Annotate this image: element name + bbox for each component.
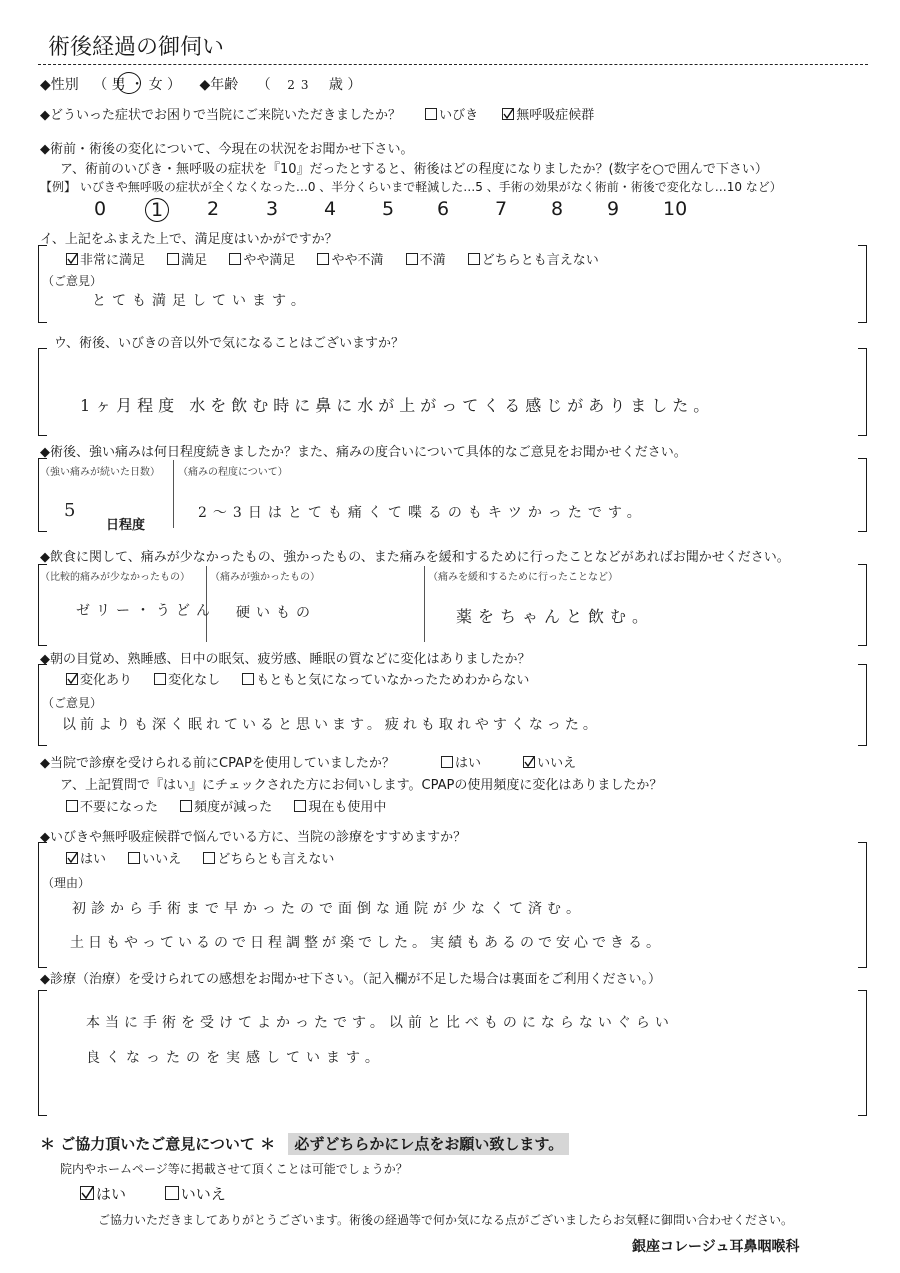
change-question: ア、術前のいびき・無呼吸の症状を『10』だったとすると、術後はどの程度になりましたか？(数字を○で囲んで下さい） [60, 162, 768, 177]
pain-days-label: （強い痛みが続いた日数） [40, 467, 160, 478]
option-label: やや満足 [243, 253, 296, 268]
option-label: 無呼吸症候群 [516, 108, 595, 123]
scale-7[interactable]: 7 [495, 198, 508, 220]
satisfaction-opinion-text[interactable]: とても満足しています。 [92, 293, 311, 309]
pain-question: ◆術後、強い痛みは何日程度続きましたか？また、痛みの度合いについて具体的なご意見をお聞かせください。 [40, 445, 687, 460]
checked-checkbox-icon [502, 108, 514, 120]
option-recommend-yes[interactable] [66, 852, 106, 867]
gender-label: ◆性別 [40, 77, 79, 93]
pain-bracket-right [858, 458, 867, 532]
option-somewhat-dissatisfied[interactable] [317, 253, 383, 268]
scale-4[interactable]: 4 [324, 198, 337, 220]
checkbox-icon [165, 1186, 179, 1200]
option-consent-no[interactable] [165, 1185, 226, 1203]
food-divider-2 [424, 566, 425, 642]
impression-question: ◆診療（治療）を受けられての感想をお聞かせ下さい。（記入欄が不足した場合は裏面をご利用ください。） [40, 972, 661, 987]
option-label: 非常に満足 [80, 253, 146, 268]
cpap-sub-question: ア、上記質問で『はい』にチェックされた方にお伺いします。CPAPの使用頻度に変化はありましたか？ [60, 778, 663, 793]
option-label: 変化なし [168, 673, 221, 688]
option-reduced[interactable] [180, 800, 272, 815]
age-open: （ [256, 77, 271, 93]
food-bracket-right [858, 564, 867, 646]
option-label: はい [454, 756, 481, 771]
pain-days-value[interactable]: 5 [64, 500, 82, 521]
scale-9[interactable]: 9 [607, 198, 620, 220]
scale-3[interactable]: 3 [266, 198, 279, 220]
age-close: 歳 ） [328, 77, 362, 93]
checkbox-icon [128, 852, 140, 864]
option-very-satisfied[interactable] [66, 253, 145, 268]
pain-days-unit: 日程度 [106, 518, 146, 533]
consent-options [80, 1183, 226, 1204]
scale-6[interactable]: 6 [437, 198, 450, 220]
option-cpap-yes[interactable] [441, 756, 481, 771]
symptom-question-row [40, 104, 594, 123]
option-label: もともと気になっていなかったためわからない [256, 673, 530, 688]
sleep-options [66, 669, 529, 688]
scale-1-selected[interactable]: 1 [145, 198, 169, 222]
other-bracket-right [858, 348, 867, 436]
satisfaction-options [66, 249, 599, 268]
checked-checkbox-icon [523, 756, 535, 768]
option-label: 変化あり [80, 673, 133, 688]
recommend-reason-line2[interactable]: 土日もやっているので日程調整が楽でした。実績もあるので安心できる。 [70, 935, 664, 951]
checkbox-icon [242, 673, 254, 685]
thanks-text: ご協力いただきましてありがとうございます。術後の経過等で何か気になる点がございましたらお気軽に御問い合わせください。 [98, 1213, 794, 1227]
scale-5[interactable]: 5 [382, 198, 395, 220]
checkbox-icon [317, 253, 329, 265]
food-col3-label: （痛みを緩和するために行ったことなど） [428, 572, 618, 583]
option-recommend-neutral[interactable] [203, 852, 334, 867]
option-label: どちらとも言えない [217, 852, 335, 867]
option-snoring[interactable] [425, 108, 478, 123]
sleep-opinion-text[interactable]: 以前よりも深く眠れていると思います。疲れも取れやすくなった。 [62, 717, 601, 733]
sleep-question: ◆朝の目覚め、熟睡感、日中の眠気、疲労感、睡眠の質などに変化はありましたか？ [40, 652, 531, 667]
option-label: 頻度が減った [194, 800, 273, 815]
option-label: いいえ [537, 756, 577, 771]
pain-degree-label: （痛みの程度について） [178, 467, 288, 478]
food-col1-label: （比較的痛みが少なかったもの） [40, 572, 190, 583]
recommend-question: ◆いびきや無呼吸症候群で悩んでいる方に、当院の診療をすすめますか？ [40, 830, 467, 845]
checkbox-icon [66, 800, 78, 812]
checkbox-icon [468, 253, 480, 265]
food-question: ◆飲食に関して、痛みが少なかったもの、強かったもの、また痛みを緩和するために行ったことなどがあればお聞かせください。 [40, 550, 790, 565]
food-col3-text[interactable]: 薬をちゃんと飲む。 [456, 607, 655, 626]
option-recommend-no[interactable] [128, 852, 181, 867]
option-label: どちらとも言えない [481, 253, 599, 268]
option-somewhat-satisfied[interactable] [229, 253, 295, 268]
checkbox-icon [294, 800, 306, 812]
checkbox-icon [203, 852, 215, 864]
scale-10[interactable]: 10 [663, 198, 688, 220]
recommend-bracket-left [38, 842, 47, 968]
option-unknown[interactable] [242, 673, 529, 688]
option-label: はい [80, 852, 107, 867]
pain-degree-text[interactable]: 2〜3日はとても痛くて喋るのもキツかったです。 [198, 505, 647, 521]
recommend-reason-label: （理由） [42, 876, 91, 890]
consent-question: 院内やホームページ等に掲載させて頂くことは可能でしょうか？ [60, 1162, 408, 1176]
checkbox-icon [154, 673, 166, 685]
sleep-opinion-label: （ご意見） [42, 696, 103, 710]
title-underline [38, 64, 868, 65]
option-satisfied[interactable] [167, 253, 207, 268]
checkbox-icon [425, 108, 437, 120]
recommend-reason-line1[interactable]: 初診から手術まで早かったので面倒な通院が少なくて済む。 [72, 901, 585, 917]
cpap-sub-options [66, 796, 386, 815]
scale-8[interactable]: 8 [551, 198, 564, 220]
symptom-question: ◆どういった症状でお困りで当院にご来院いただきましたか？ [40, 108, 401, 123]
required-note: 必ずどちらかにレ点をお願い致します。 [288, 1133, 569, 1155]
age-label: ◆年齢 [199, 77, 239, 93]
food-col2-text[interactable]: 硬いもの [236, 605, 316, 621]
option-label: いびき [439, 108, 479, 123]
option-label: やや不満 [331, 253, 384, 268]
food-col2-label: （痛みが強かったもの） [210, 572, 320, 583]
other-answer[interactable]: 1ヶ月程度 水を飲む時に鼻に水が上がってくる感じがありました。 [80, 396, 715, 415]
scale-0[interactable]: 0 [94, 198, 107, 220]
checked-checkbox-icon [66, 852, 78, 864]
basic-info-row [40, 74, 361, 94]
impression-bracket-left [38, 990, 47, 1116]
checkbox-icon [180, 800, 192, 812]
cpap-row [40, 752, 576, 771]
satisfaction-question: イ、上記をふまえた上で、満足度はいかがですか？ [40, 232, 338, 247]
checkbox-icon [229, 253, 241, 265]
option-label: 不要になった [80, 800, 159, 815]
other-question: ウ、術後、いびきの音以外で気になることはございますか？ [54, 336, 404, 351]
scale-2[interactable]: 2 [207, 198, 220, 220]
satisfaction-opinion-label: （ご意見） [42, 274, 103, 288]
checkbox-icon [441, 756, 453, 768]
checkbox-icon [406, 253, 418, 265]
pain-divider [173, 460, 174, 528]
checkbox-icon [167, 253, 179, 265]
consent-heading-row [40, 1133, 569, 1154]
gender-options[interactable]: （ 男 ・ 女 ） [93, 77, 182, 93]
consent-heading: ＊ ご協力頂いたご意見について ＊ [40, 1135, 276, 1153]
impression-line2[interactable]: 良くなったのを実感しています。 [86, 1050, 385, 1066]
male-circle [117, 72, 141, 94]
other-bracket-left [38, 348, 47, 436]
option-still-using[interactable] [294, 800, 386, 815]
option-not-needed[interactable] [66, 800, 158, 815]
option-label: はい [96, 1185, 127, 1203]
option-label: 現在も使用中 [308, 800, 387, 815]
option-cpap-no[interactable] [523, 756, 576, 771]
option-apnea[interactable] [502, 108, 594, 123]
satisfaction-bracket-right [858, 245, 867, 323]
impression-bracket-right [858, 990, 867, 1116]
food-col1-text[interactable]: ゼリー・うどん [76, 603, 216, 619]
option-label: 満足 [181, 253, 208, 268]
option-changed[interactable] [66, 673, 132, 688]
option-label: いいえ [142, 852, 182, 867]
checked-checkbox-icon [66, 253, 78, 265]
checked-checkbox-icon [80, 1186, 94, 1200]
recommend-options [66, 848, 334, 867]
sleep-bracket-right [858, 664, 867, 746]
impression-line1[interactable]: 本当に手術を受けてよかったです。以前と比べものにならないぐらい [86, 1015, 674, 1031]
option-consent-yes[interactable] [80, 1185, 126, 1203]
page-title: 術後経過の御伺い [48, 35, 225, 60]
recommend-bracket-right [858, 842, 867, 968]
checked-checkbox-icon [66, 673, 78, 685]
option-label: 不満 [419, 253, 446, 268]
change-heading: ◆術前・術後の変化について、今現在の状況をお聞かせ下さい。 [40, 142, 414, 157]
option-label: いいえ [180, 1185, 226, 1203]
age-value[interactable]: 23 [287, 78, 315, 92]
change-example: 【例】 いびきや無呼吸の症状が全くなくなった…0 、半分くらいまで軽減した…5 、手術の効果がなく術前・術後で変化なし…10 など） [40, 180, 782, 194]
option-dissatisfied[interactable] [406, 253, 446, 268]
cpap-question: ◆当院で診療を受けられる前にCPAPを使用していましたか？ [40, 756, 395, 771]
option-no-change[interactable] [154, 673, 220, 688]
clinic-name: 銀座コレージュ耳鼻咽喉科 [632, 1239, 800, 1255]
option-neutral[interactable] [468, 253, 599, 268]
